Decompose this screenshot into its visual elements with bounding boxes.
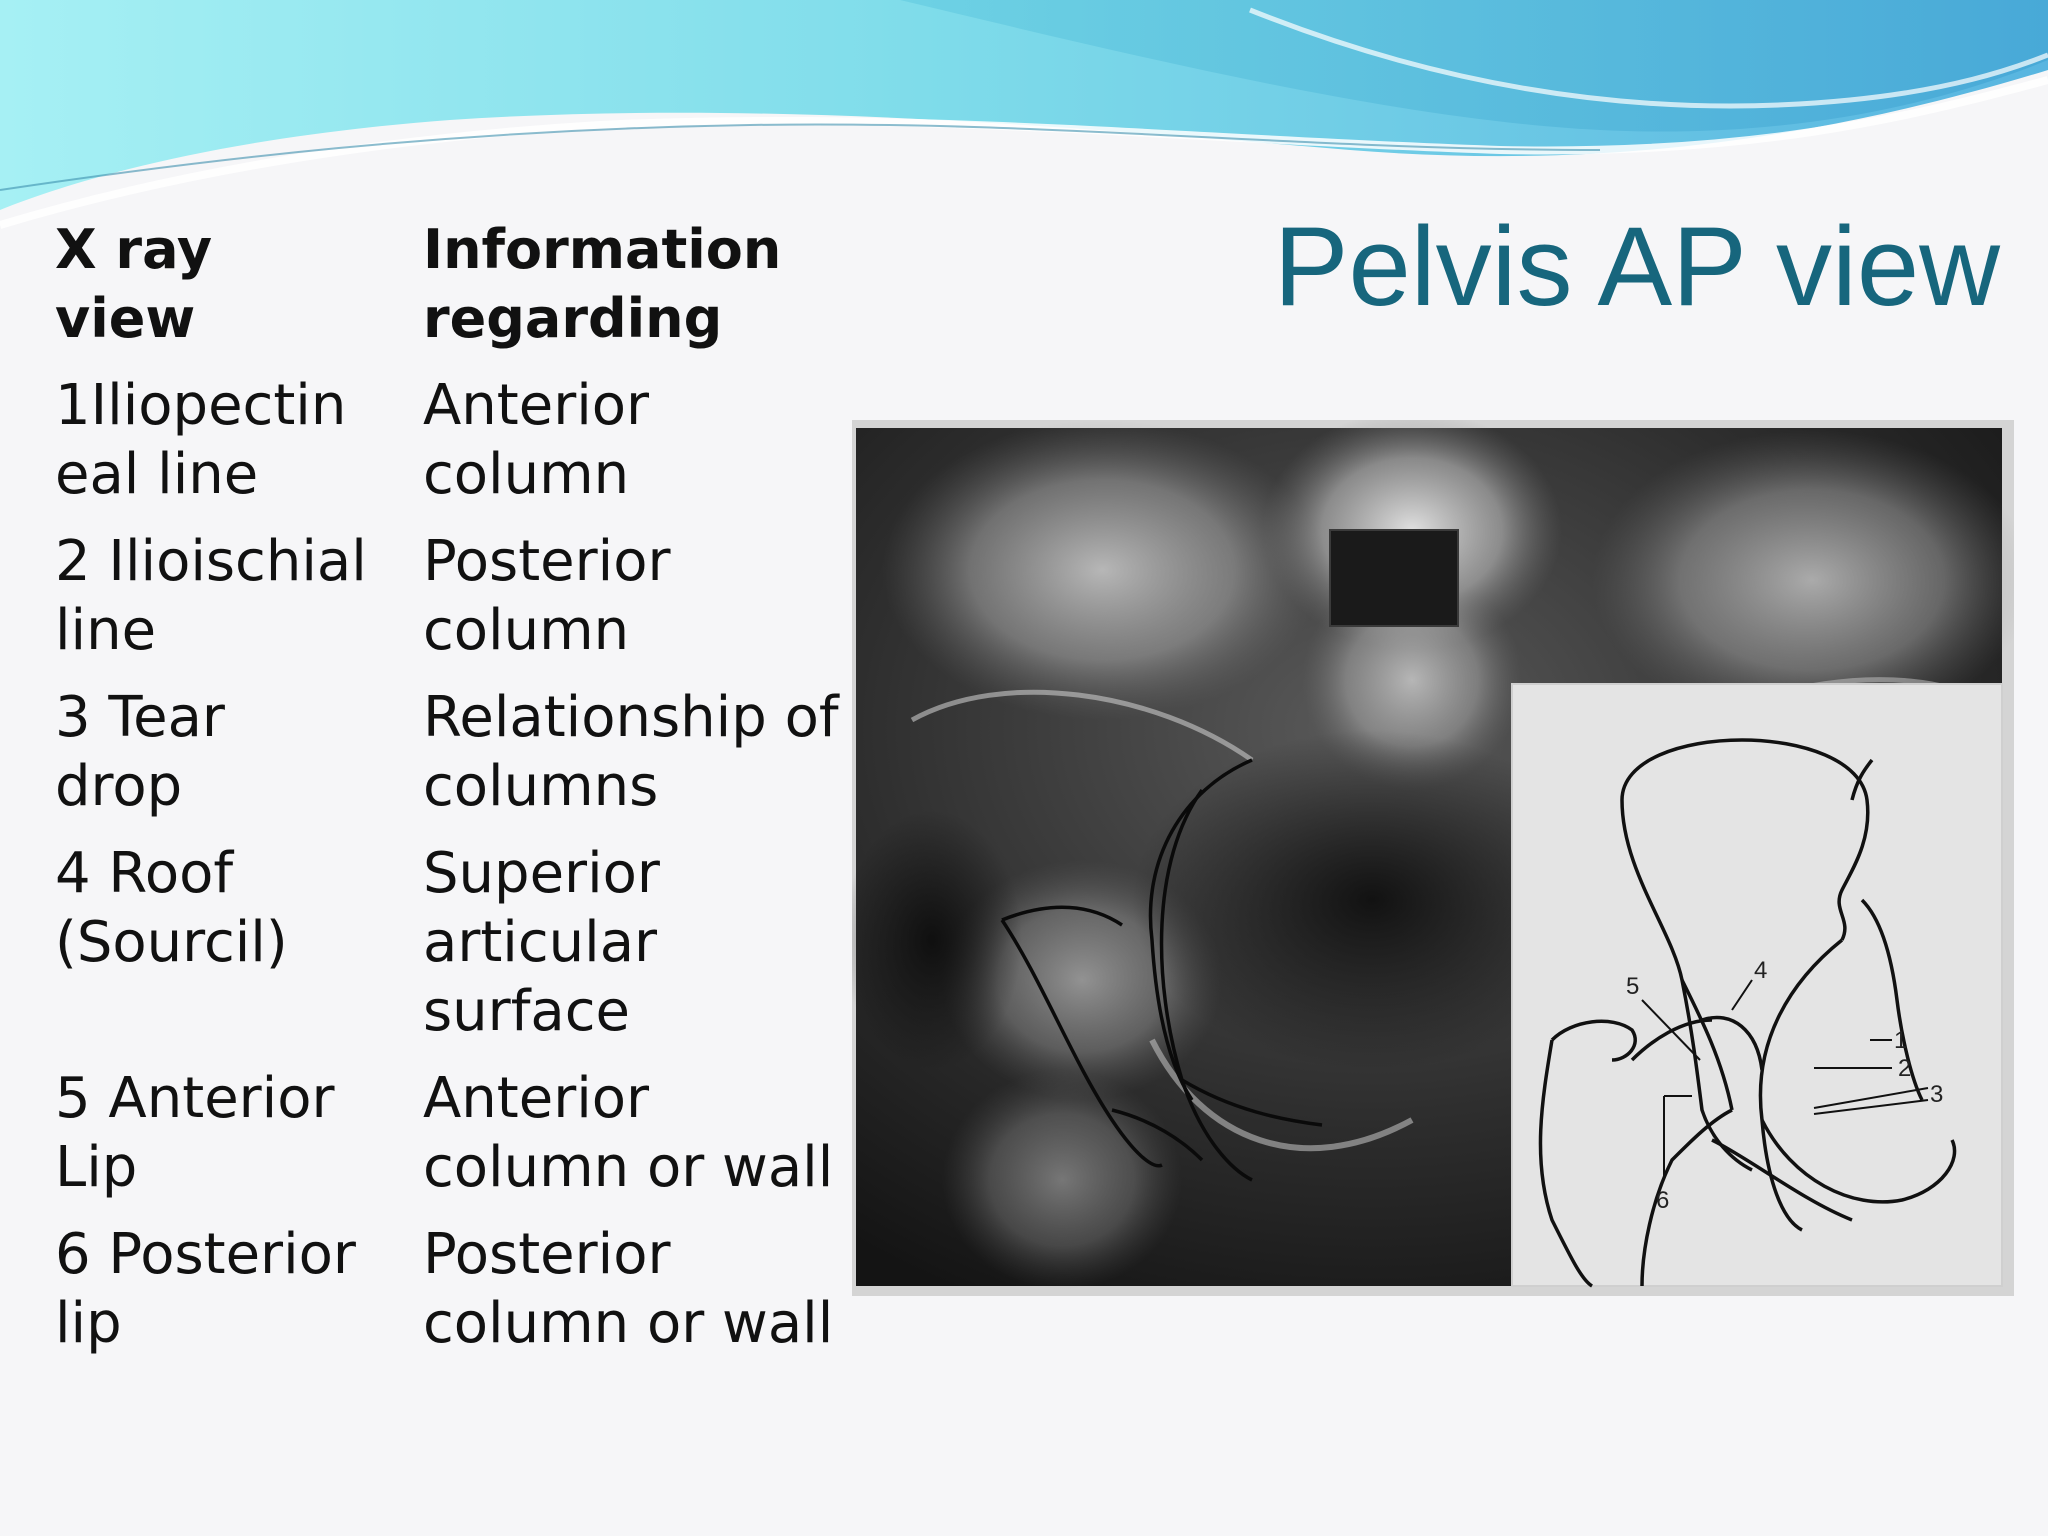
diagram-label-6: 6 [1656,1187,1670,1214]
cell-view: 4 Roof (Sourcil) [55,841,288,975]
header-information: Information regarding [423,218,782,350]
table-row [55,527,855,665]
diagram-label-1: 1 [1894,1027,1908,1054]
cell-info: Posterior column [423,529,671,663]
table-row [55,839,855,1046]
table-row [55,1064,855,1202]
cell-info: Relationship of columns [423,685,839,819]
diagram-label-3: 3 [1930,1081,1944,1108]
diagram-label-2: 2 [1898,1055,1912,1082]
cell-info: Anterior column [423,373,650,507]
header-xray-view: X ray view [55,218,213,350]
redacted-block [1330,530,1458,626]
cell-view: 6 Posterior lip [55,1222,356,1356]
diagram-label-5: 5 [1626,973,1640,1000]
table-row [55,371,855,509]
cell-info: Anterior column or wall [423,1066,834,1200]
cell-info: Posterior column or wall [423,1222,834,1356]
table-row [55,1220,855,1358]
cell-view: 5 Anterior Lip [55,1066,335,1200]
pelvis-xray-figure [852,420,2014,1296]
inset-line-diagram [1512,684,2002,1286]
cell-info: Superior articular surface [423,841,660,1044]
cell-view: 2 Ilioischial line [55,529,367,663]
page-title: Pelvis AP view [1273,204,2000,329]
table-row [55,683,855,821]
cell-view: 3 Tear drop [55,685,225,819]
info-table [55,215,855,1376]
diagram-label-4: 4 [1754,957,1768,984]
table-header-row [55,215,855,353]
cell-view: 1Iliopectin eal line [55,373,347,507]
